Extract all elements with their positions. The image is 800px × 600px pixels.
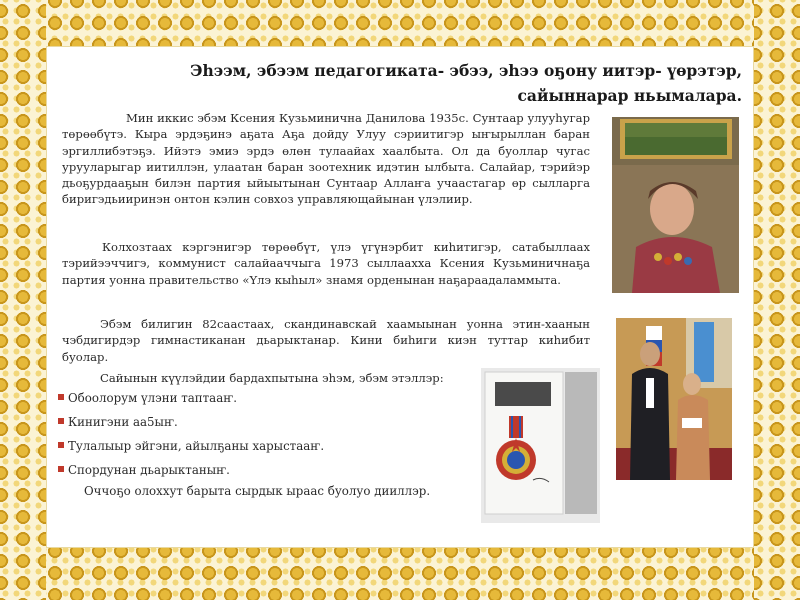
photo-grandmother-portrait [612,117,739,293]
page-title: Эһээм, эбээм педагогиката- эбээ, эһээ оҕону иитэр- үөрэтэр, сайыннарар ньымалара. [190,61,742,105]
ornament-right [754,0,800,600]
paragraph-4: Сайынын күүлэйдии бардахпытына эһэм, эбэм этэллэр: [100,371,444,385]
ornament-left [0,0,46,600]
bullet-marker [58,418,64,424]
list-item: Обоoлорум үлэни таптааҥ. [58,390,478,414]
photo-order-medal [481,368,600,523]
list-item: Кинигэни аа5ыҥ. [58,414,478,438]
advice-list [58,390,478,486]
bullet-marker [58,442,64,448]
bullet-marker [58,466,64,472]
paragraph-3: Эбэм билигин 82саастаах, скандинавскай хаамыынан уонна этин-хаанын чэбдигирдэр гимнастиканан дьарыктанар. Кини биһиги киэн туттар киһибит буолар. [62,317,590,364]
list-item: Тулалыыр эйгэни, айылҕаны харыстааҥ. [58,438,478,462]
paragraph-2: Колхозтаах кэргэнигэр төрөөбүт, үлэ үгүнэрбит киһитигэр, сатабыллаах тэрийээччигэ, коммунист салайааччыга 1973 сыллааххa Ксения Кузьминичнаҕа партия уонна правительство «Үлэ кыһыл» знамя орденынан наҕараадаламмыта. [62,240,590,287]
list-item: Спордунан дьарыктаныҥ. [58,462,478,486]
paragraph-1: Мин иккис эбэм Ксения Кузьминична Данилова 1935с. Сунтаар улууһугар төрөөбүтэ. Кыра эрдэҕинэ аҕата Аҕа дойду Улуу сэриитигэр ыҥырыллан баран эргиллибэтэҕэ. Ийэтэ эмиэ эрдэ өлөн тулаайах хаалбыта. Ол да буоллар чугас урууларыгар иитиллэн, улаатан баран зоотехник идэтин ылбыта. Салайар, тэрийэр дьоҕурдааҕын билэн партия ыйыытынан Сунтаар Аллаҥа учаастагар өр сылларга биригэдьииринэн онтон кэлин совхоз управляющайынан үлэлиир. [62,111,590,207]
ornament-bottom [0,548,800,600]
bullet-marker [58,394,64,400]
photo-couple-with-flags [616,318,732,480]
closing-line: Оччоҕо олоххут барыта сырдык ыраас буолуо дииллэр. [84,484,431,498]
ornament-top [0,0,800,46]
